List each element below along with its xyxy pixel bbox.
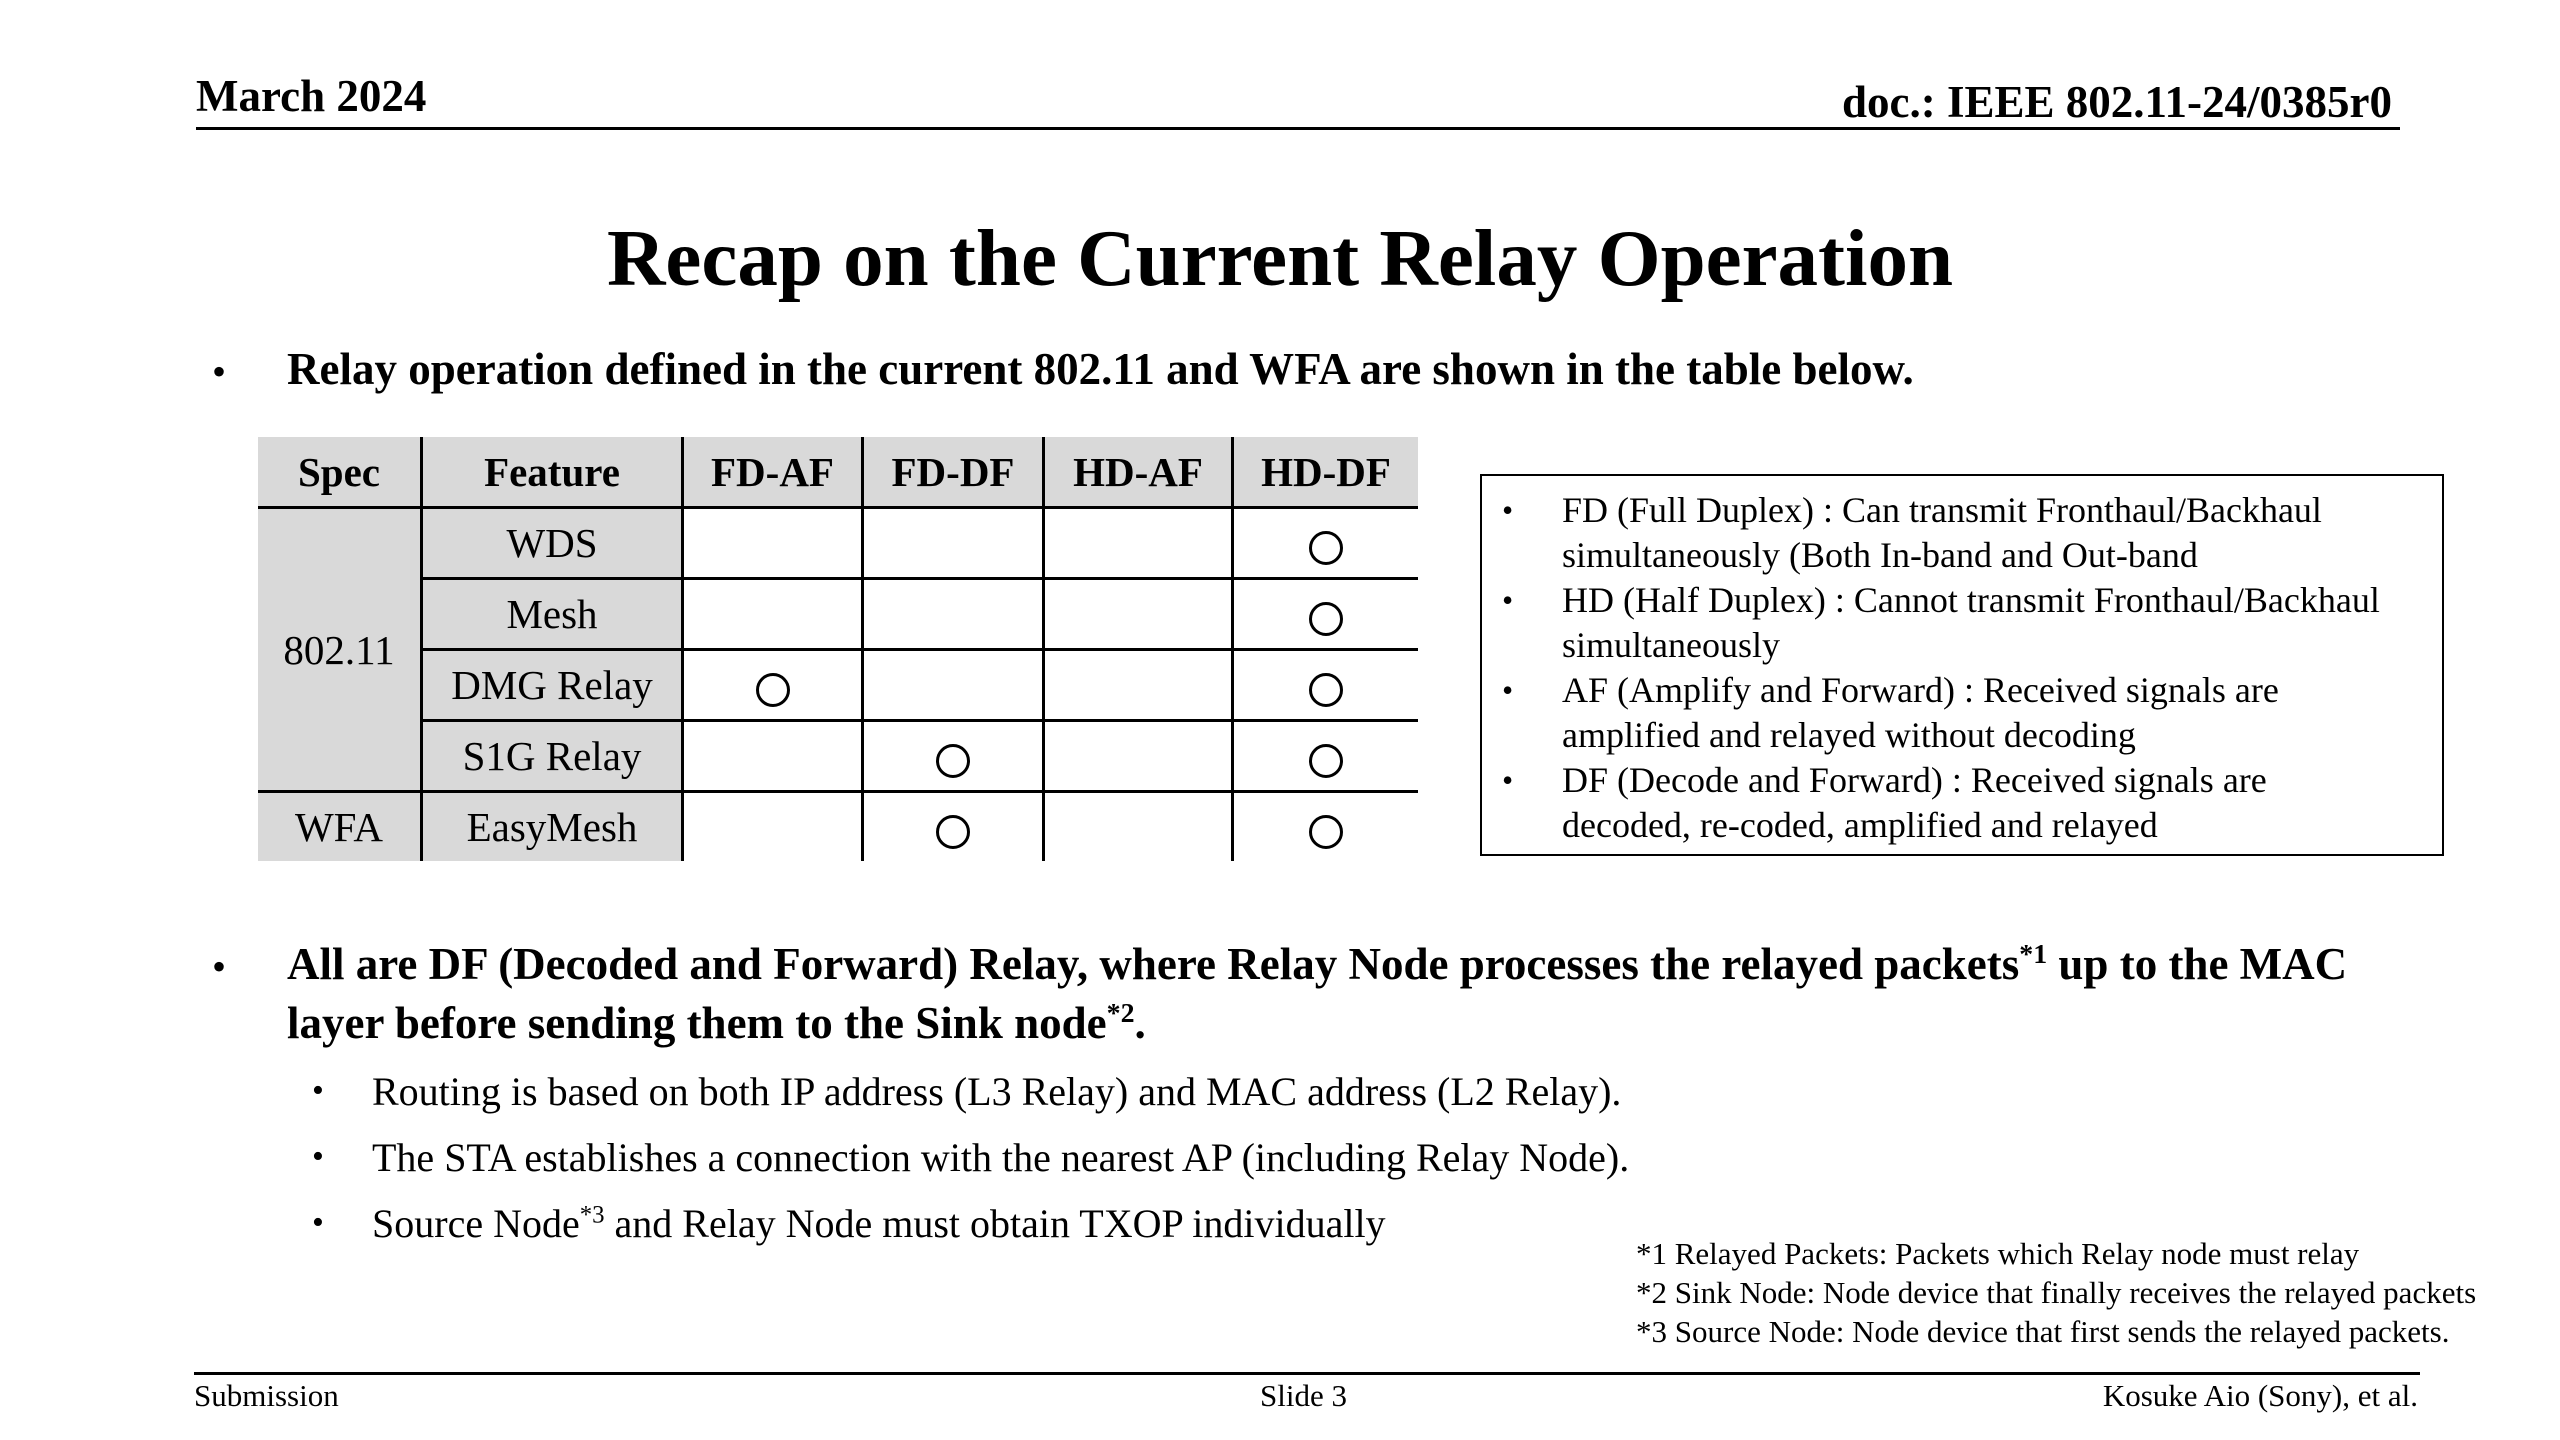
circle-mark-icon <box>1309 602 1343 636</box>
fd-af-cell <box>683 650 863 721</box>
hd-af-cell <box>1044 650 1233 721</box>
hd-df-cell <box>1233 650 1419 721</box>
hd-af-cell <box>1044 579 1233 650</box>
fd-af-cell <box>683 792 863 862</box>
fd-df-cell <box>863 650 1044 721</box>
sub-bullet-text: The STA establishes a connection with the nearest AP (including Relay Node). <box>372 1135 1630 1180</box>
header-rule <box>196 127 2400 130</box>
sub-bullet-marker: • <box>312 1204 324 1241</box>
bullet-marker: • <box>1502 762 1514 798</box>
definitions-list <box>1482 488 2442 848</box>
slide-title: Recap on the Current Relay Operation <box>606 213 1954 303</box>
footer-slide-number: Slide 3 <box>1260 1378 1347 1413</box>
footnote: *3 Source Node: Node device that first sends the relayed packets. <box>1636 1314 2450 1349</box>
circle-mark-icon <box>1309 531 1343 565</box>
hd-af-cell <box>1044 508 1233 579</box>
intro-bullet-text: Relay operation defined in the current 802.11 and WFA are shown in the table below. <box>287 344 1914 394</box>
definition-item <box>1482 488 2442 578</box>
fd-df-cell <box>863 721 1044 792</box>
sub-bullet-part: and Relay Node must obtain TXOP individually <box>604 1201 1386 1246</box>
definition-line: DF (Decode and Forward) : Received signals are <box>1562 760 2267 800</box>
hd-af-cell <box>1044 721 1233 792</box>
footer-rule <box>194 1372 2420 1375</box>
definition-line: decoded, re-coded, amplified and relayed <box>1562 805 2158 845</box>
table-row <box>258 650 1418 721</box>
main-bullet-part: . <box>1134 998 1146 1048</box>
circle-mark-icon <box>936 815 970 849</box>
table-header-row <box>258 437 1418 508</box>
definition-line: amplified and relayed without decoding <box>1562 715 2136 755</box>
fd-af-cell <box>683 508 863 579</box>
table-row <box>258 792 1418 862</box>
relay-table <box>258 437 1418 861</box>
header-hd-df: HD-DF <box>1233 437 1419 508</box>
table-row <box>258 508 1418 579</box>
footnote-ref: *1 <box>2019 939 2048 970</box>
circle-mark-icon <box>756 673 790 707</box>
definition-line: FD (Full Duplex) : Can transmit Fronthaul/Backhaul <box>1562 490 2322 530</box>
sub-bullet-text: Routing is based on both IP address (L3 Relay) and MAC address (L2 Relay). <box>372 1069 1622 1114</box>
header-spec: Spec <box>258 437 422 508</box>
feature-cell: DMG Relay <box>422 650 683 721</box>
spec-cell: 802.11 <box>258 508 422 792</box>
definition-item <box>1482 578 2442 668</box>
header-date: March 2024 <box>196 71 427 121</box>
sub-bullet-part: Source Node <box>372 1201 580 1246</box>
header-doc-id: doc.: IEEE 802.11-24/0385r0 <box>1841 77 2392 127</box>
sub-bullet-marker: • <box>312 1138 324 1175</box>
fd-af-cell <box>683 721 863 792</box>
fd-df-cell <box>863 508 1044 579</box>
spec-cell: WFA <box>258 792 422 862</box>
footnotes <box>1636 1234 2476 1351</box>
footnote: *1 Relayed Packets: Packets which Relay node must relay <box>1636 1236 2360 1271</box>
feature-cell: EasyMesh <box>422 792 683 862</box>
table-row <box>258 721 1418 792</box>
bullet-marker: • <box>212 944 227 989</box>
hd-af-cell <box>1044 792 1233 862</box>
sub-bullet-marker: • <box>312 1072 324 1109</box>
main-bullet-part: All are DF (Decoded and Forward) Relay, where Relay Node processes the relayed packets <box>287 939 2020 989</box>
definition-line: HD (Half Duplex) : Cannot transmit Fronthaul/Backhaul <box>1562 580 2380 620</box>
table-row <box>258 579 1418 650</box>
hd-df-cell <box>1233 721 1419 792</box>
header-fd-af: FD-AF <box>683 437 863 508</box>
definition-line: simultaneously (Both In-band and Out-band <box>1562 535 2198 575</box>
header-hd-af: HD-AF <box>1044 437 1233 508</box>
header-feature: Feature <box>422 437 683 508</box>
fd-df-cell <box>863 792 1044 862</box>
feature-cell: S1G Relay <box>422 721 683 792</box>
bullet-marker: • <box>1502 582 1514 618</box>
circle-mark-icon <box>1309 744 1343 778</box>
definition-item <box>1482 758 2442 848</box>
footer-submission: Submission <box>194 1378 339 1413</box>
bullet-marker: • <box>1502 672 1514 708</box>
main-bullet-part: up to the MAC layer before sending them to the Sink node <box>287 939 2348 1048</box>
footer-author: Kosuke Aio (Sony), et al. <box>2102 1378 2418 1413</box>
header-fd-df: FD-DF <box>863 437 1044 508</box>
feature-cell: Mesh <box>422 579 683 650</box>
footnote-ref: *2 <box>1106 998 1135 1029</box>
fd-af-cell <box>683 579 863 650</box>
definition-line: simultaneously <box>1562 625 1780 665</box>
bullet-marker: • <box>212 349 227 394</box>
fd-df-cell <box>863 579 1044 650</box>
definition-line: AF (Amplify and Forward) : Received signals are <box>1562 670 2279 710</box>
circle-mark-icon <box>1309 673 1343 707</box>
definitions-box <box>1480 474 2444 856</box>
circle-mark-icon <box>1309 815 1343 849</box>
hd-df-cell <box>1233 792 1419 862</box>
hd-df-cell <box>1233 508 1419 579</box>
main-bullet-text <box>287 935 2437 1053</box>
feature-cell: WDS <box>422 508 683 579</box>
footnote-ref: *3 <box>579 1201 605 1229</box>
hd-df-cell <box>1233 579 1419 650</box>
bullet-marker: • <box>1502 492 1514 528</box>
footnote: *2 Sink Node: Node device that finally receives the relayed packets <box>1636 1275 2477 1310</box>
sub-bullet-text <box>372 1200 1386 1247</box>
definition-item <box>1482 668 2442 758</box>
circle-mark-icon <box>936 744 970 778</box>
